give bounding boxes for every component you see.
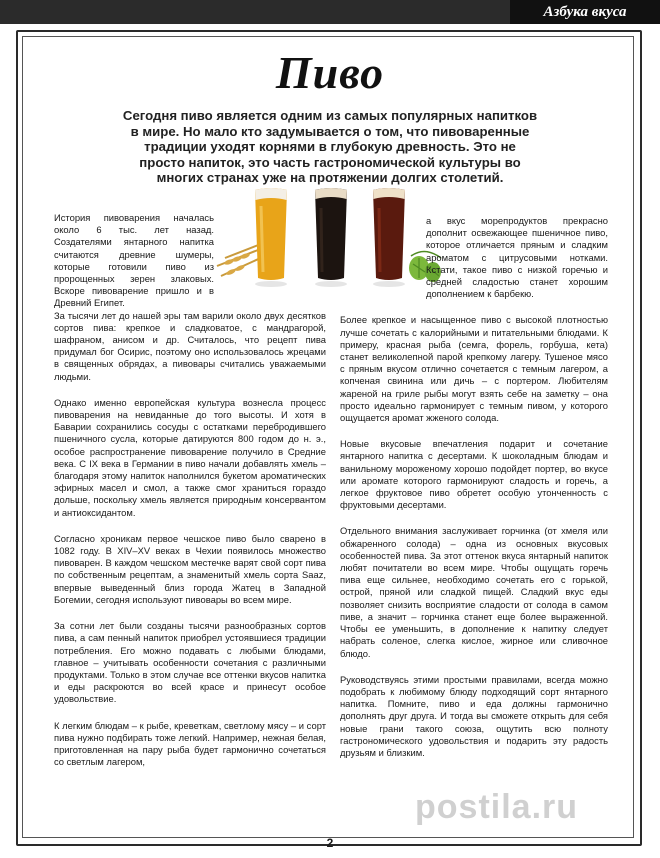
left-paragraph-4: За сотни лет были созданы тысячи разнообразных сортов пива, а сам пенный напиток приобрел устоявшиеся традиции потребления. Его можно подавать с любыми блюдами, главное – учитывать особенности сочетания с различными продуктами. Только в этом случае все оттенки вкусов напитка и еды раскроются во всей красе и принесут особое удовольствие. — [54, 620, 326, 705]
right-column-intro-paragraph: а вкус морепродуктов прекрасно дополнит освежающее пшеничное пиво, которое отличается пряным и сладким ароматом с цитрусовыми нотками. Кстати, такое пиво с низкой горечью и средней сладостью станет хорошим дополнением к барбекю. — [426, 215, 608, 300]
right-paragraph-3: Отдельного внимания заслуживает горчинка (от хмеля или обжаренного солода) – одна из основных вкусовых особенностей пива. За этот оттенок вкуса янтарный напиток любят почитатели во всем мире. Чтобы ощущать горечь пива еще сильнее, необходимо сочетать его с горькой, острой, пряной или сладкой пищей. Сладкий вкус еды позволяет снизить восприятие сладости от солода в самом пиве, а значит – горчинка станет еще более выраженной. Чтобы ее уменьшить, в дополнение к напитку следует набрать соленое, слегка кислое, жирное или сливочное блюдо. — [340, 525, 608, 659]
right-paragraph-1: Более крепкое и насыщенное пиво с высокой плотностью лучше сочетать с калорийными и питательными блюдами. К примеру, красная рыба (семга, форель, горбуша, кета) станет великолепной парой крепкому лагеру. Тушеное мясо с пряным вкусом отлично сочетается с темным лагером, а копченая свинина или дичь – с портером. Любителям жареной на гриле рыбы могут взять себе на заметку – она просто идеально гармонирует с темным пивом, у которого ощущается аромат жженого солода. — [340, 314, 608, 424]
right-paragraph-2: Новые вкусовые впечатления подарит и сочетание янтарного напитка с десертами. К шоколадным блюдам и ванильному мороженому хорошо подойдет портер, во вкусе или аромате которого гармонируют сладость и горечь, а легкое фруктовое пиво обретет особую утонченность с фруктовыми десертами. — [340, 438, 608, 511]
left-paragraph-3: Согласно хроникам первое чешское пиво было сварено в 1082 году. В XIV–XV веках в Чехии появилось множество пивоварен. В каждом чешском местечке варят свой сорт пива по собственным рецептам, а знаменитый хмель сорта Saaz, впервые выведенный близ города Жатец в Западной Богемии, сегодня используют пивовары во всем мире. — [54, 532, 326, 605]
left-paragraph-2: Однако именно европейская культура вознесла процесс пивоварения на невиданные до того высоты. И хотя в Баварии сохранились сосуды с остатками перебродившего пшеничного сусла, которые датируются 800 годом до н. э., особое распространение пивоварение получило в Средние века. С IX века в Германии в пиво начали добавлять хмель – благодаря этому напиток наполнился букетом ароматических эфирных масел и смол, а также смог храниться гораздо дольше, поскольку хмель является природным консервантом и антиоксидантом. — [54, 396, 326, 518]
left-column-intro-paragraph: История пивоварения началась около 6 тыс. лет назад. Создателями янтарного напитка считаются древние шумеры, которые готовили пиво из пророщенных зерен злаковых. Вскоре пивоварение пришло и в Древний Египет. — [54, 212, 214, 309]
section-tag: Азбука вкуса — [510, 0, 660, 24]
right-column — [340, 215, 608, 773]
watermark: postila.ru — [415, 788, 579, 826]
left-paragraph-1: За тысячи лет до нашей эры там варили около двух десятков сортов пива: крепкое и сладковатое, с мандрагорой, шафраном, анисом и др. Считалось, что рецепт пива придумал бог Осирис, поэтому оно использовалось жрецами в священных обрядах, а пивовары считались уважаемыми людьми. — [54, 309, 326, 382]
page-number: 2 — [326, 836, 334, 850]
left-paragraph-5: К легким блюдам – к рыбе, креветкам, светлому мясу – и сорт пива нужно подбирать тоже легкий. Например, нежная белая, приготовленная на пару рыба будет гармонично сочетаться со светлым лагером, — [54, 719, 326, 768]
page-title: Пиво — [275, 47, 385, 98]
left-column — [54, 212, 326, 782]
right-paragraph-4: Руководствуясь этими простыми правилами, всегда можно подобрать к любимому блюду подходящий сорт янтарного напитка. Помните, пиво и еда должны гармонично дополнять друг друга. И тогда вы сможете открыть для себя новые грани такого союза, ощутить всю полноту гастрономического удовольствия и подарить эту радость друзьям и близким. — [340, 673, 608, 758]
intro-text: Сегодня пиво является одним из самых популярных напитков в мире. Но мало кто задумывается о том, что пивоваренные традиции уходят корнями в глубокую древность. Это не просто напиток, это часть гастрономической культуры во многих странах уже на протяжении долгих столетий. — [122, 108, 538, 185]
